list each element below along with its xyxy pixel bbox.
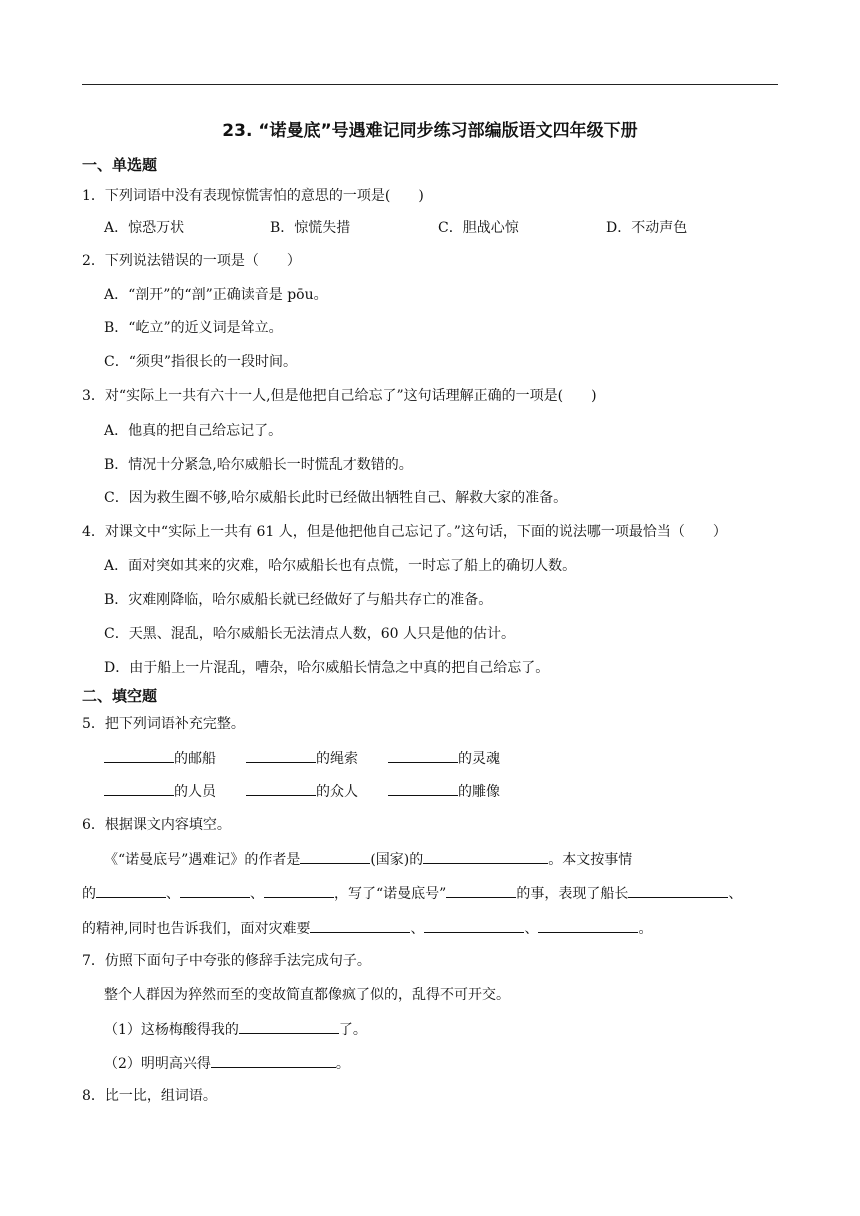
question-1-option-c: C．胆战心惊 [438,220,519,236]
question-6-line-2 [82,883,742,904]
text-span: (国家)的 [370,852,424,868]
question-8-stem: 8．比一比，组词语。 [82,1088,217,1104]
question-1-stem: 1．下列词语中没有表现惊慌害怕的意思的一项是( ) [82,188,424,204]
text-span: 。 [638,921,653,937]
text-span: （2）明明高兴得 [104,1056,211,1072]
question-6-line-3 [82,918,652,939]
text-span: ，写了“诺曼底号” [334,886,447,902]
answer-blank[interactable] [246,748,316,763]
question-2-stem: 2．下列说法错误的一项是（ ） [82,253,301,269]
answer-blank[interactable] [211,1053,336,1068]
text-span: 的精神,同时也告诉我们，面对灾难要 [82,921,311,937]
answer-blank[interactable] [96,883,166,898]
text-span: 。本文按事情 [548,852,633,868]
answer-blank[interactable] [300,849,370,864]
question-6-line-1 [104,849,632,870]
text-span: 、 [728,886,743,902]
question-2-option-b: B．“屹立”的近义词是耸立。 [104,320,283,336]
question-7-example: 整个人群因为猝然而至的变故简直都像疯了似的，乱得不可开交。 [104,987,510,1003]
answer-blank[interactable] [388,781,458,796]
question-4-option-d: D．由于船上一片混乱，嘈杂，哈尔威船长情急之中真的把自己给忘了。 [104,660,550,676]
text-span: （1）这杨梅酸得我的 [104,1022,239,1038]
text-span: 的事，表现了船长 [516,886,629,902]
answer-blank[interactable] [246,781,316,796]
text-span: 《“诺曼底号”遇难记》的作者是 [104,852,301,868]
answer-blank[interactable] [423,849,548,864]
text-span: 的 [82,886,96,902]
question-6-stem: 6．根据课文内容填空。 [82,817,231,833]
phrase-text: 的绳索 [316,751,358,767]
text-span: 、 [250,886,264,902]
text-span: 。 [335,1056,350,1072]
phrase-text: 的灵魂 [458,751,500,767]
section-heading-fill-blank: 二、填空题 [82,687,158,705]
question-5-stem: 5．把下列词语补充完整。 [82,716,245,732]
question-4-stem: 4．对课文中“实际上一共有 61 人，但是他把他自己忘记了。”这句话，下面的说法哪一项最恰当（ ） [82,524,727,540]
question-7-stem: 7．仿照下面句子中夸张的修辞手法完成句子。 [82,953,371,969]
question-7-sentence-2 [104,1053,350,1074]
question-2-option-c: C．“须臾”指很长的一段时间。 [104,354,298,370]
answer-blank[interactable] [239,1019,339,1034]
answer-blank[interactable] [424,918,524,933]
text-span: 、 [166,886,180,902]
question-2-option-a: A．“剖开”的“剖”正确读音是 pōu。 [104,287,328,303]
question-1-option-b: B．惊慌失措 [270,220,351,236]
question-3-option-b: B．情况十分紧急,哈尔威船长一时慌乱才数错的。 [104,457,413,473]
question-7-sentence-1 [104,1019,367,1040]
question-3-option-c: C．因为救生圈不够,哈尔威船长此时已经做出牺牲自己、解救大家的准备。 [104,490,568,506]
question-1-option-a: A．惊恐万状 [104,220,185,236]
question-4-option-b: B．灾难刚降临，哈尔威船长就已经做好了与船共存亡的准备。 [104,592,493,608]
question-1-option-d: D．不动声色 [606,220,688,236]
page-title: 23. “诺曼底”号遇难记同步练习部编版语文四年级下册 [222,121,638,141]
answer-blank[interactable] [104,781,174,796]
answer-blank[interactable] [538,918,638,933]
text-span: 、 [524,921,539,937]
phrase-text: 的人员 [174,784,216,800]
phrase-text: 的邮船 [174,751,216,767]
answer-blank[interactable] [310,918,410,933]
question-3-option-a: A．他真的把自己给忘记了。 [104,423,283,439]
phrase-text: 的众人 [316,784,358,800]
answer-blank[interactable] [446,883,516,898]
question-4-option-a: A．面对突如其来的灾难，哈尔威船长也有点慌，一时忘了船上的确切人数。 [104,558,577,574]
section-heading-single-choice: 一、单选题 [82,156,158,174]
question-3-stem: 3．对“实际上一共有六十一人,但是他把自己给忘了”这句话理解正确的一项是( ) [82,388,597,404]
answer-blank[interactable] [104,748,174,763]
header-rule [82,84,778,85]
answer-blank[interactable] [264,883,334,898]
answer-blank[interactable] [388,748,458,763]
answer-blank[interactable] [180,883,250,898]
text-span: 、 [410,921,425,937]
text-span: 了。 [338,1022,367,1038]
answer-blank[interactable] [628,883,728,898]
phrase-text: 的雕像 [458,784,500,800]
question-4-option-c: C．天黑、混乱，哈尔威船长无法清点人数，60 人只是他的估计。 [104,626,515,642]
